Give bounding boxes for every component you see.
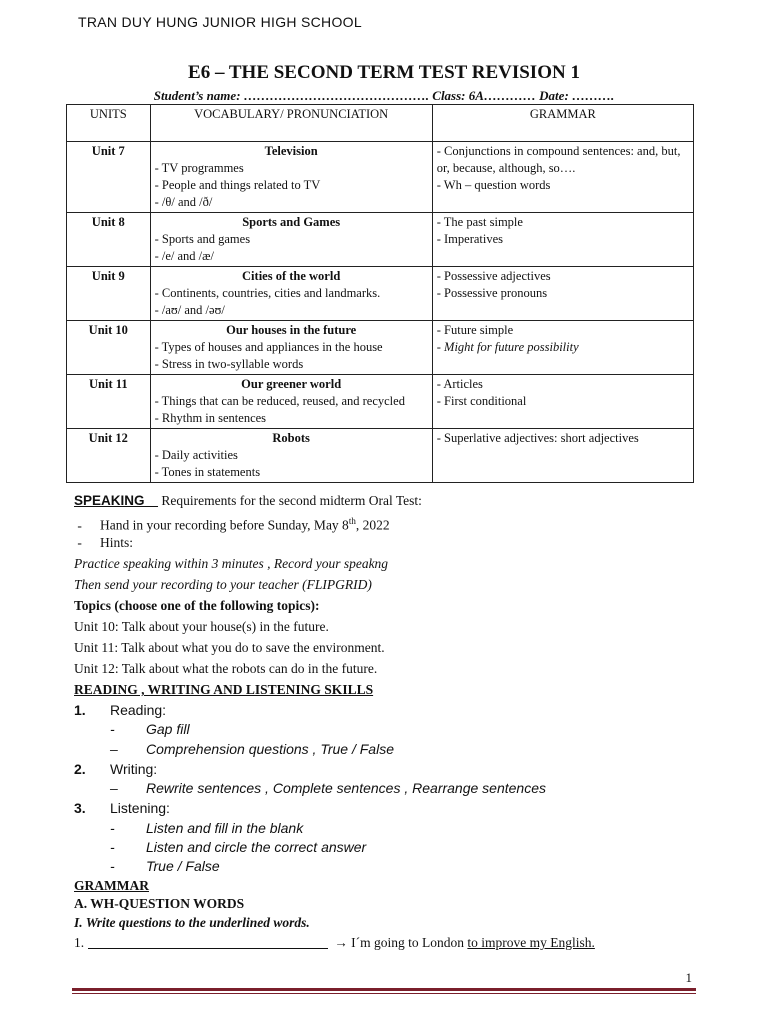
grammar-item: - Conjunctions in compound sentences: and, but, or, because, although, so…. [436, 144, 681, 175]
vocab-item: - /e/ and /æ/ [154, 249, 214, 263]
arrow-icon: → [330, 935, 352, 950]
vocab-item: - Stress in two-syllable words [154, 357, 304, 371]
topic-line: Unit 11: Talk about what you do to save the environment. [74, 640, 385, 655]
grammar-item: - Possessive pronouns [436, 286, 548, 300]
table-row [67, 213, 694, 267]
grammar-item: - Wh – question words [436, 178, 551, 192]
speaking-heading-line [74, 490, 714, 511]
topic-line: Unit 12: Talk about what the robots can do in the future. [74, 661, 378, 676]
header-vocabulary: VOCABULARY/ PRONUNCIATION [150, 105, 432, 142]
hint-line: Then send your recording to your teacher (FLIPGRID) [74, 577, 372, 592]
list-item: - Listen and circle the correct answer [110, 839, 367, 855]
speaking-section [74, 490, 714, 679]
grammar-item: - Imperatives [436, 232, 504, 246]
vocab-item: - Sports and games [154, 232, 251, 246]
vocab-item: - TV programmes [154, 161, 244, 175]
topic-line: Unit 10: Talk about your house(s) in the future. [74, 619, 329, 634]
list-item: - Gap fill [110, 721, 190, 737]
vocab-cell [150, 321, 432, 375]
student-info-line: Student’s name: ……………………………………. Class: 6A………… Date: ………. [153, 88, 615, 103]
question-1: 1. → I´m going to London to improve my English. [74, 935, 595, 950]
vocab-item: - Types of houses and appliances in the house [154, 340, 383, 354]
units-table [66, 104, 694, 483]
unit-topic: Our greener world [241, 377, 342, 391]
skill-listening: 3. Listening: [74, 800, 170, 816]
deadline-text: Hand in your recording before Sunday, May 8 [100, 517, 349, 533]
unit-cell: Unit 12 [67, 429, 151, 483]
footer-rule [72, 988, 696, 991]
table-row [67, 142, 694, 213]
table-row [67, 375, 694, 429]
vocab-item: - Daily activities [154, 448, 238, 462]
vocab-item: - Rhythm in sentences [154, 411, 267, 425]
vocab-cell [150, 213, 432, 267]
school-name: TRAN DUY HUNG JUNIOR HIGH SCHOOL [78, 14, 362, 30]
grammar-cell [432, 429, 693, 483]
unit-cell: Unit 11 [67, 375, 151, 429]
grammar-heading: GRAMMAR [74, 878, 149, 893]
table-row [67, 321, 694, 375]
header-units: UNITS [67, 105, 151, 142]
grammar-section [74, 877, 714, 953]
list-item: - True / False [110, 858, 220, 874]
unit-topic: Television [264, 144, 318, 158]
skill-writing: 2. Writing: [74, 761, 158, 777]
grammar-item: - Superlative adjectives: short adjectives [436, 431, 639, 445]
page-number: 1 [685, 970, 692, 985]
skill-reading: 1. Reading: [74, 702, 167, 718]
speaking-heading: SPEAKING [74, 493, 145, 508]
unit-cell: Unit 7 [67, 142, 151, 213]
unit-topic: Cities of the world [242, 269, 341, 283]
list-item: - Hand in your recording before Sunday, May 8th, 2022 [74, 516, 390, 533]
grammar-item: - Might for future possibility [436, 340, 579, 354]
page-title: E6 – THE SECOND TERM TEST REVISION 1 [188, 62, 580, 83]
unit-cell: Unit 8 [67, 213, 151, 267]
grammar-item: - Possessive adjectives [436, 269, 551, 283]
vocab-cell [150, 267, 432, 321]
list-item: – Comprehension questions , True / False [110, 741, 394, 757]
unit-cell: Unit 9 [67, 267, 151, 321]
answer-blank[interactable] [88, 934, 328, 949]
vocab-item: - People and things related to TV [154, 178, 321, 192]
vocab-item: - Tones in statements [154, 465, 261, 479]
footer-rule-thin [72, 993, 696, 994]
header-grammar: GRAMMAR [432, 105, 693, 142]
grammar-cell [432, 267, 693, 321]
unit-topic: Our houses in the future [226, 323, 357, 337]
skills-section [74, 679, 714, 876]
vocab-item: - /θ/ and /ð/ [154, 195, 213, 209]
vocab-cell [150, 375, 432, 429]
vocab-item: - Continents, countries, cities and landmarks. [154, 286, 381, 300]
vocab-cell [150, 429, 432, 483]
grammar-cell [432, 375, 693, 429]
table-row [67, 267, 694, 321]
grammar-item: - Articles [436, 377, 483, 391]
list-item: - Hints: [74, 535, 134, 550]
vocab-item: - /aʊ/ and /əʊ/ [154, 303, 225, 317]
unit-topic: Sports and Games [242, 215, 341, 229]
skills-heading: READING , WRITING AND LISTENING SKILLS [74, 682, 374, 697]
vocab-item: - Things that can be reduced, reused, and recycled [154, 394, 405, 408]
hints-label: Hints: [100, 535, 134, 550]
grammar-cell [432, 321, 693, 375]
section-a-heading: A. WH-QUESTION WORDS [74, 896, 245, 911]
list-item: – Rewrite sentences , Complete sentences , Rearrange sentences [110, 780, 546, 796]
grammar-item: - First conditional [436, 394, 527, 408]
table-header-row [67, 105, 694, 142]
grammar-cell [432, 213, 693, 267]
grammar-cell [432, 142, 693, 213]
speaking-intro: Requirements for the second midterm Oral Test: [161, 493, 422, 508]
vocab-cell [150, 142, 432, 213]
grammar-item: - The past simple [436, 215, 523, 229]
exercise-instruction: I. Write questions to the underlined words. [74, 915, 310, 930]
unit-topic: Robots [272, 431, 310, 445]
table-row [67, 429, 694, 483]
grammar-item: - Future simple [436, 323, 514, 337]
unit-cell: Unit 10 [67, 321, 151, 375]
hint-line: Practice speaking within 3 minutes , Record your speakng [74, 556, 389, 571]
list-item: - Listen and fill in the blank [110, 820, 304, 836]
topics-label: Topics (choose one of the following topics): [74, 598, 320, 613]
